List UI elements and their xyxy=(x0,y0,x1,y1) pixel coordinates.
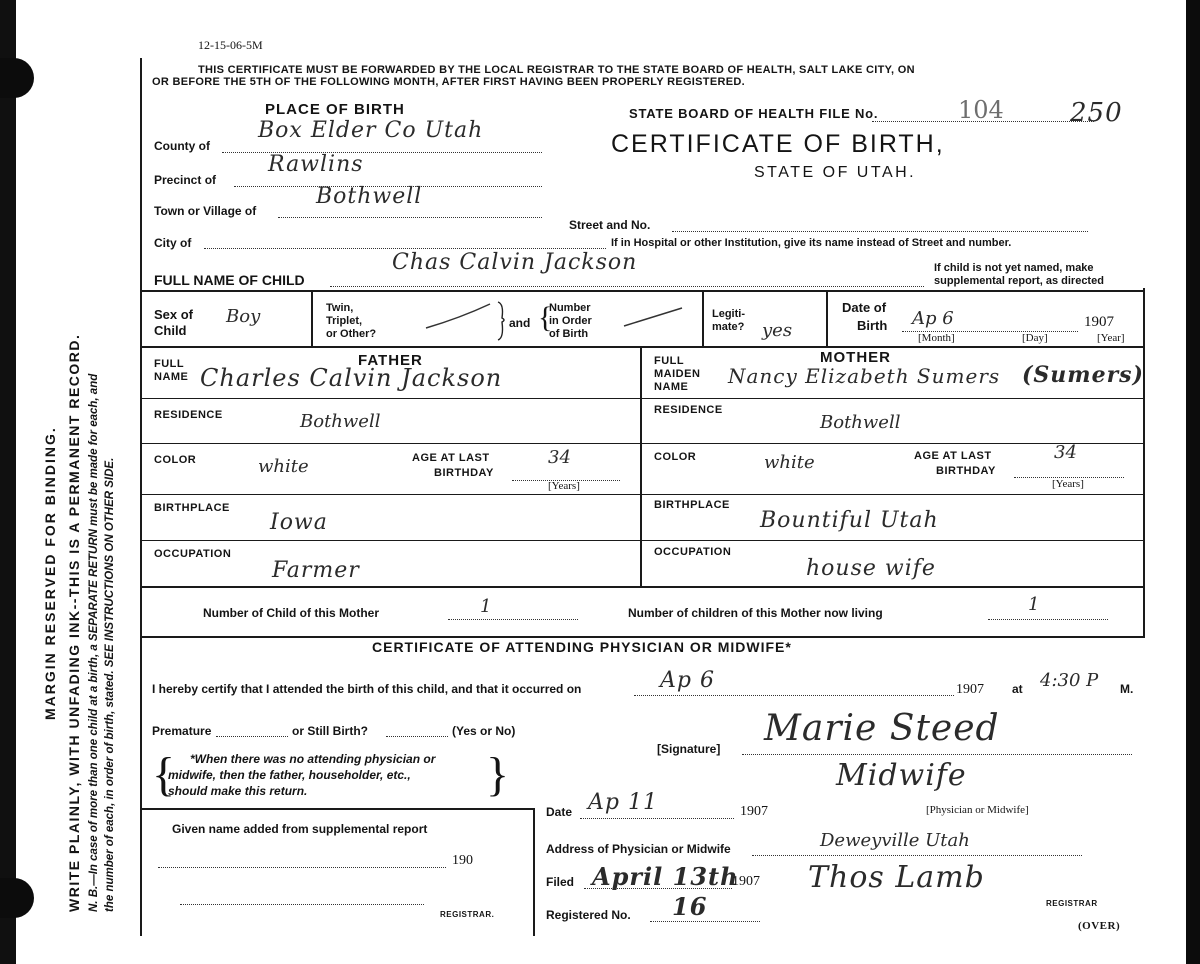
address-label: Address of Physician or Midwife xyxy=(546,842,731,856)
attendant-title-value: Midwife xyxy=(836,758,967,793)
day-caption: [Day] xyxy=(1022,332,1048,344)
date-label: Date xyxy=(546,805,573,819)
yes-no-label: (Yes or No) xyxy=(452,724,516,738)
note-line-2: midwife, then the father, householder, etc., xyxy=(168,768,411,782)
father-occupation-label: OCCUPATION xyxy=(154,548,232,560)
father-age-label-1: AGE AT LAST xyxy=(412,452,490,464)
street-label: Street and No. xyxy=(569,218,651,232)
mother-residence-label: RESIDENCE xyxy=(654,404,723,416)
signature-value: Marie Steed xyxy=(764,708,1000,749)
year-caption: [Year] xyxy=(1097,332,1125,344)
occurred-date-value: Ap 6 xyxy=(660,668,715,693)
sex-label-2: Child xyxy=(154,323,187,338)
mother-age-value: 34 xyxy=(1054,442,1077,463)
legitimate-value: yes xyxy=(762,320,793,341)
date-of-birth-label-2: Birth xyxy=(857,318,888,333)
twin-handwritten-mark xyxy=(420,298,510,342)
scan-edge-left xyxy=(0,0,16,964)
notice-line2: OR BEFORE THE 5TH OF THE FOLLOWING MONTH, AFTER FIRST HAVING BEEN PROPERLY REGISTERED. xyxy=(152,76,745,88)
binding-notch-bottom xyxy=(0,878,34,918)
over-label: (OVER) xyxy=(1078,920,1121,932)
mother-heading: MOTHER xyxy=(820,349,891,366)
father-name-label: NAME xyxy=(154,371,189,383)
birth-order-mark xyxy=(620,302,690,332)
father-birthplace-value: Iowa xyxy=(270,510,328,535)
and-label: and xyxy=(509,316,531,330)
supplemental-year: 190 xyxy=(452,853,473,868)
mother-name-value: Nancy Elizabeth Sumers xyxy=(728,364,1001,388)
registered-value: 16 xyxy=(672,892,708,921)
legitimate-label-1: Legiti- xyxy=(712,308,745,320)
hospital-note: If in Hospital or other Institution, give its name instead of Street and number. xyxy=(611,237,1012,249)
file-number-handwritten: 250 xyxy=(1070,98,1123,128)
certify-text: I hereby certify that I attended the birth of this child, and that it occurred on xyxy=(152,682,582,696)
town-value: Bothwell xyxy=(316,184,423,209)
registrar-signature: Thos Lamb xyxy=(808,860,985,895)
mother-birthplace-value: Bountiful Utah xyxy=(760,508,939,533)
margin-nb-line1: N. B.—In case of more than one child at a birth, a SEPARATE RETURN must be made for each, and xyxy=(88,373,100,912)
mother-maiden-label: MAIDEN xyxy=(654,368,701,380)
mother-residence-value: Bothwell xyxy=(820,412,901,433)
child-name-value: Chas Calvin Jackson xyxy=(392,250,638,275)
registrar-caption: REGISTRAR xyxy=(1046,899,1098,908)
registered-label: Registered No. xyxy=(546,908,631,922)
notice-line1: THIS CERTIFICATE MUST BE FORWARDED BY THE LOCAL REGISTRAR TO THE STATE BOARD OF HEALTH, SALT LAKE CITY, ON xyxy=(198,64,915,76)
city-label: City of xyxy=(154,236,192,250)
father-residence-label: RESIDENCE xyxy=(154,409,223,421)
father-age-value: 34 xyxy=(548,447,571,468)
father-name-value: Charles Calvin Jackson xyxy=(200,364,503,392)
county-label: County of xyxy=(154,139,210,153)
father-age-label-2: BIRTHDAY xyxy=(434,467,494,479)
father-heading: FATHER xyxy=(358,352,423,369)
note-line-3: should make this return. xyxy=(168,784,308,798)
margin-nb-line2: the number of each, in order of birth, stated. SEE INSTRUCTIONS ON OTHER SIDE. xyxy=(104,457,116,912)
father-color-value: white xyxy=(258,456,309,477)
twin-label-3: or Other? xyxy=(326,328,377,340)
child-name-label: FULL NAME OF CHILD xyxy=(154,272,305,288)
form-left-border xyxy=(140,58,142,936)
birth-order-label-1: Number xyxy=(549,302,591,314)
father-birthplace-label: BIRTHPLACE xyxy=(154,502,230,514)
at-label: at xyxy=(1012,682,1023,696)
mother-age-label-1: AGE AT LAST xyxy=(914,450,992,462)
occurred-year-print: 1907 xyxy=(956,682,984,697)
mother-birthplace-label: BIRTHPLACE xyxy=(654,499,730,511)
children-living-label: Number of children of this Mother now living xyxy=(628,606,883,620)
note-line-1: *When there was no attending physician or xyxy=(190,752,436,766)
date-of-birth-label-1: Date of xyxy=(842,300,887,315)
mother-color-value: white xyxy=(764,452,815,473)
birth-certificate-page: 12-15-06-5M MARGIN RESERVED FOR BINDING. WRITE PLAINLY, WITH UNFADING INK--THIS IS A PERMANENT RECORD. N. B.—In case of more than one child at a birth, a SEPARATE RETURN must be made for each, and the number of each, in order of birth, stated. SEE INSTRUCTIONS ON OTHER SIDE. THIS CERTIFICATE MUST BE FORWARDED BY THE LOCAL REGISTRAR TO THE STATE BOARD OF HEALTH, SALT LAKE CITY, ON OR BEFORE THE 5TH OF THE FOLLOWING MONTH, AFTER FIRST HAVING BEEN PROPERLY REGISTERED. PLACE OF BIRTH County of Box Elder Co Utah Precinct of Rawlins Town or Village of Bothwell City of Street and No. If in Hospital or other Institution, give its name instead of Street and number. STATE BOARD OF HEALTH FILE No. 104 250 CERTIFICATE OF BIRTH, STATE OF UTAH. FULL NAME OF CHILD Chas Calvin Jackson If child is not yet named, make supplemental report, as directed Sex of Child Boy Twin, Triplet, or Other? and { Number in Order of Birth Legiti- mate? yes Date of Birth Ap 6 1907 [Month] [Day] [Year] FATHER FULL NAME Charles Calvin Jackson RESIDENCE Bothwell COLOR white AGE AT LAST BIRTHDAY 34 [Years] BIRTHPLACE Iowa OCCUPATION Farmer MOTHER FULL MAIDEN NAME Nancy Elizabeth Sumers (Sumers) RESIDENCE Bothwell COLOR white AGE AT LAST BIRTHDAY 34 [Years] BIRTHPLACE Bountiful Utah OCCUPATION house wife Number of Child of this Mother 1 Number of children of this Mother now living 1 CERTIFICATE OF ATTENDING PHYSICIAN OR MIDWIFE* I hereby certify that I attended the birth of this child, and that it occurred on Ap 6 1907 at 4:30 P M. Premature or Still Birth? (Yes or No) { } *When there was no attending physician or midwife, then the father, householder, etc., should make this return. [Signature] Marie Steed Midwife [Physician or Midwife] Given name added from supplemental report 190 REGISTRAR. Date Ap 11 1907 Address of Physician or Midwife Deweyville Utah Filed April 13th 1907 Thos Lamb REGISTRAR Registered No. 16 (OVER) xyxy=(0,0,1200,964)
m-label: M. xyxy=(1120,682,1134,696)
mother-occupation-value: house wife xyxy=(806,556,936,581)
mother-full-label: FULL xyxy=(654,355,685,367)
father-occupation-value: Farmer xyxy=(272,558,360,583)
date-year: 1907 xyxy=(740,804,768,819)
date-value: Ap 11 xyxy=(588,790,658,815)
birth-order-label-3: of Birth xyxy=(549,328,589,340)
occurred-time-value: 4:30 P xyxy=(1040,670,1099,691)
binding-notch-top xyxy=(0,58,34,98)
date-of-birth-year: 1907 xyxy=(1084,314,1114,330)
mother-years-caption: [Years] xyxy=(1052,478,1084,490)
father-years-caption: [Years] xyxy=(548,480,580,492)
mother-age-label-2: BIRTHDAY xyxy=(936,465,996,477)
mother-color-label: COLOR xyxy=(654,451,697,463)
number-of-child-label: Number of Child of this Mother xyxy=(203,606,379,620)
margin-ink-text: WRITE PLAINLY, WITH UNFADING INK--THIS IS A PERMANENT RECORD. xyxy=(66,333,82,912)
attendant-title-caption: [Physician or Midwife] xyxy=(926,804,1029,816)
mother-occupation-label: OCCUPATION xyxy=(654,546,732,558)
twin-label-1: Twin, xyxy=(326,302,354,314)
father-color-label: COLOR xyxy=(154,454,197,466)
number-of-child-value: 1 xyxy=(480,596,492,617)
legitimate-label-2: mate? xyxy=(712,321,745,333)
town-label: Town or Village of xyxy=(154,204,257,218)
not-named-note-2: supplemental report, as directed xyxy=(934,275,1104,287)
precinct-label: Precinct of xyxy=(154,173,217,187)
sex-value: Boy xyxy=(226,306,261,327)
supplemental-registrar-caption: REGISTRAR. xyxy=(440,910,495,919)
sex-label-1: Sex of xyxy=(154,307,194,322)
county-value: Box Elder Co Utah xyxy=(258,118,484,143)
father-residence-value: Bothwell xyxy=(300,411,381,432)
signature-label: [Signature] xyxy=(657,742,721,756)
place-of-birth-heading: PLACE OF BIRTH xyxy=(265,101,405,118)
children-living-value: 1 xyxy=(1028,594,1040,615)
file-number-label: STATE BOARD OF HEALTH FILE No. xyxy=(629,106,879,121)
certificate-subtitle: STATE OF UTAH. xyxy=(754,164,917,181)
form-code: 12-15-06-5M xyxy=(198,38,263,52)
month-caption: [Month] xyxy=(918,332,955,344)
premature-label: Premature xyxy=(152,724,212,738)
margin-binding-text: MARGIN RESERVED FOR BINDING. xyxy=(42,426,58,720)
still-birth-label: or Still Birth? xyxy=(292,724,368,738)
filed-year: 1907 xyxy=(732,874,760,889)
filed-label: Filed xyxy=(546,875,575,889)
mother-name-correction: (Sumers) xyxy=(1022,362,1144,388)
date-of-birth-month-day: Ap 6 xyxy=(912,308,954,329)
filed-value: April 13th xyxy=(592,862,739,891)
mother-name-label: NAME xyxy=(654,381,689,393)
physician-heading: CERTIFICATE OF ATTENDING PHYSICIAN OR MIDWIFE* xyxy=(372,639,792,655)
address-value: Deweyville Utah xyxy=(820,830,970,851)
supplemental-label: Given name added from supplemental report xyxy=(172,822,428,836)
not-named-note-1: If child is not yet named, make xyxy=(934,262,1094,274)
twin-label-2: Triplet, xyxy=(326,315,363,327)
scan-edge-right xyxy=(1186,0,1200,964)
certificate-title: CERTIFICATE OF BIRTH, xyxy=(611,130,945,158)
birth-order-label-2: in Order xyxy=(549,315,592,327)
father-full-label: FULL xyxy=(154,358,185,370)
file-number-stamp: 104 xyxy=(958,96,1004,124)
precinct-value: Rawlins xyxy=(268,152,364,177)
